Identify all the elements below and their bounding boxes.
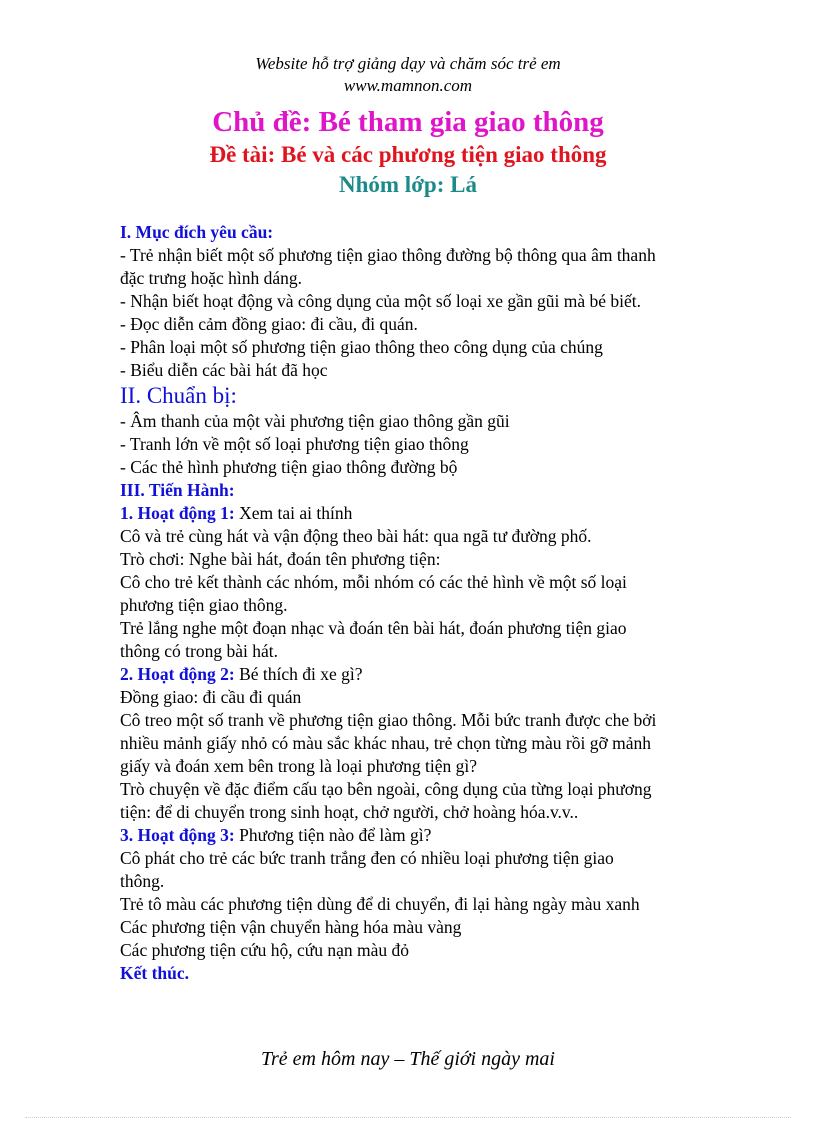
activity-2-label: 2. Hoạt động 2: <box>120 664 235 684</box>
paragraph-line: - Nhận biết hoạt động và công dụng của một số loại xe gần gũi mà bé biết. <box>120 291 641 311</box>
activity-3-heading <box>120 824 710 847</box>
activity-2-heading <box>120 663 710 686</box>
paragraph-line: Trò chuyện về đặc điểm cấu tạo bên ngoài, công dụng của từng loại phương <box>120 779 652 799</box>
paragraph-line: giấy và đoán xem bên trong là loại phương tiện gì? <box>120 756 477 776</box>
ending-heading: Kết thúc. <box>120 963 190 983</box>
paragraph-line: Cô phát cho trẻ các bức tranh trắng đen có nhiều loại phương tiện giao <box>120 848 614 868</box>
paragraph-line: Cô treo một số tranh về phương tiện giao thông. Mỗi bức tranh được che bởi <box>120 710 657 730</box>
paragraph-line: Trẻ tô màu các phương tiện dùng để di chuyển, đi lại hàng ngày màu xanh <box>120 894 640 914</box>
paragraph-line: Cô và trẻ cùng hát và vận động theo bài hát: qua ngã tư đường phố. <box>120 526 592 546</box>
header-tagline: Website hỗ trợ giảng dạy và chăm sóc trẻ em <box>255 54 561 73</box>
paragraph-line: - Các thẻ hình phương tiện giao thông đường bộ <box>120 457 458 477</box>
paragraph-line: - Đọc diễn cảm đồng giao: đi cầu, đi quán. <box>120 314 418 334</box>
subject-title: Đề tài: Bé và các phương tiện giao thông <box>209 142 607 167</box>
footer-slogan: Trẻ em hôm nay – Thế giới ngày mai <box>261 1048 555 1070</box>
paragraph-line: Đồng giao: đi cầu đi quán <box>120 687 302 707</box>
activity-1-heading <box>120 502 710 525</box>
activity-2-title: Bé thích đi xe gì? <box>234 664 363 684</box>
paragraph-line: - Phân loại một số phương tiện giao thông theo công dụng của chúng <box>120 337 603 357</box>
paragraph-line: Cô cho trẻ kết thành các nhóm, mỗi nhóm có các thẻ hình về một số loại <box>120 572 627 592</box>
paragraph-line: Trẻ lắng nghe một đoạn nhạc và đoán tên bài hát, đoán phương tiện giao <box>120 618 627 638</box>
activity-3-label: 3. Hoạt động 3: <box>120 825 235 845</box>
paragraph-line: - Biểu diễn các bài hát đã học <box>120 360 328 380</box>
paragraph-line: Trò chơi: Nghe bài hát, đoán tên phương tiện: <box>120 549 441 569</box>
class-title: Nhóm lớp: Lá <box>339 172 477 197</box>
activity-3-title: Phương tiện nào để làm gì? <box>234 825 432 845</box>
paragraph-line: - Âm thanh của một vài phương tiện giao thông gần gũi <box>120 411 510 431</box>
activity-1-label: 1. Hoạt động 1: <box>120 503 235 523</box>
activity-1-title: Xem tai ai thính <box>234 503 353 523</box>
header-site: www.mamnon.com <box>343 76 473 95</box>
section-heading-procedure: III. Tiến Hành: <box>120 480 235 500</box>
document-body <box>120 221 710 985</box>
paragraph-line: đặc trưng hoặc hình dáng. <box>120 268 302 288</box>
paragraph-line: phương tiện giao thông. <box>120 595 288 615</box>
topic-title: Chủ đề: Bé tham gia giao thông <box>212 106 604 138</box>
paragraph-line: - Tranh lớn về một số loại phương tiện giao thông <box>120 434 469 454</box>
paragraph-line: thông có trong bài hát. <box>120 641 278 661</box>
paragraph-line: Các phương tiện vận chuyển hàng hóa màu vàng <box>120 917 462 937</box>
paragraph-line: - Trẻ nhận biết một số phương tiện giao thông đường bộ thông qua âm thanh <box>120 245 656 265</box>
page-bottom-divider <box>25 1117 791 1118</box>
section-heading-purpose: I. Mục đích yêu cầu: <box>120 222 274 242</box>
paragraph-line: nhiều mảnh giấy nhỏ có màu sắc khác nhau, trẻ chọn từng màu rồi gỡ mảnh <box>120 733 651 753</box>
paragraph-line: tiện: để di chuyển trong sinh hoạt, chở người, chở hoàng hóa.v.v.. <box>120 802 579 822</box>
section-heading-preparation: II. Chuẩn bị: <box>120 383 237 408</box>
paragraph-line: thông. <box>120 871 165 891</box>
paragraph-line: Các phương tiện cứu hộ, cứu nạn màu đỏ <box>120 940 409 960</box>
